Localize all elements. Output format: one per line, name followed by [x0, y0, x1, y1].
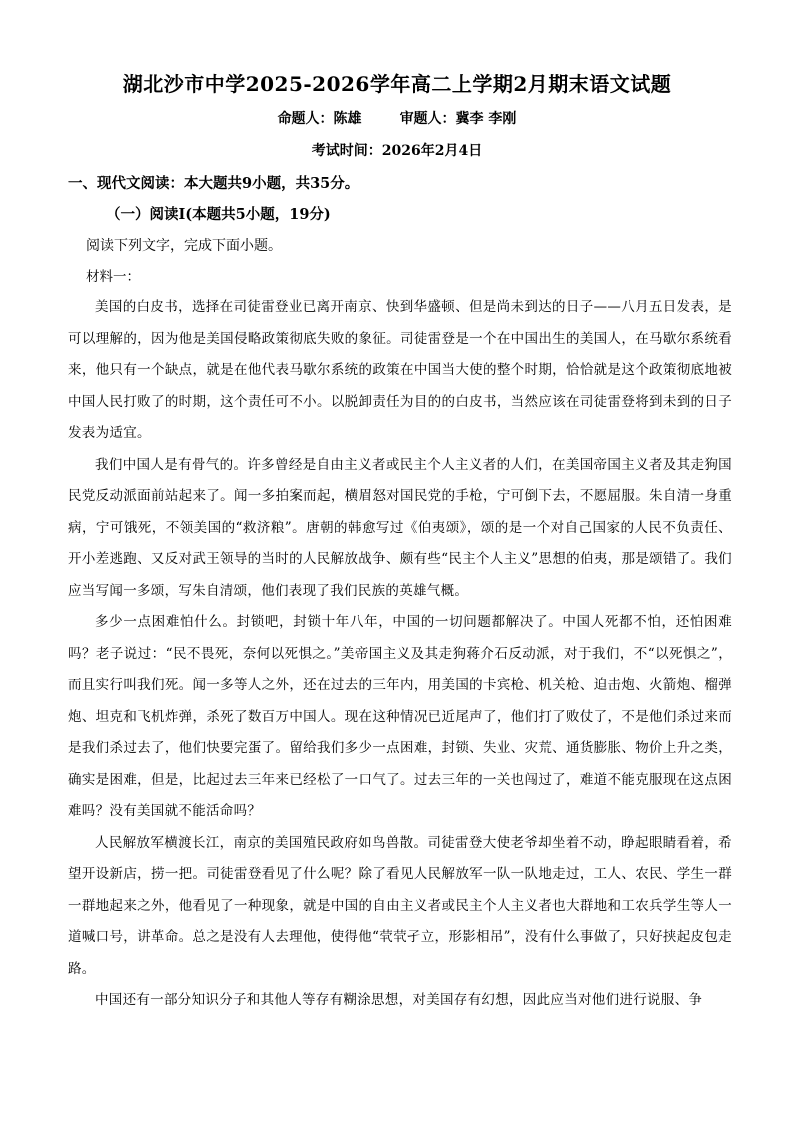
passage-paragraph: 中国还有一部分知识分子和其他人等存有糊涂思想，对美国存有幻想，因此应当对他们进行说服、争 — [95, 992, 703, 1008]
setter-label: 命题人：陈雄 — [277, 111, 362, 127]
material-label: 材料一： — [86, 269, 140, 285]
reviewer-label: 审题人：冀李 李刚 — [399, 111, 517, 127]
section-heading: 一、现代文阅读：本大题共9小题，共35分。 — [68, 175, 360, 192]
author-line — [0, 108, 794, 128]
passage-paragraph: 多少一点困难怕什么。封锁吧，封锁十年八年，中国的一切问题都解决了。中国人死都不怕，还怕困难吗？老子说过：“民不畏死，奈何以死惧之。”美帝国主义及其走狗蒋介石反动派，对于我们，不“以死惧之”，而且实行叫我们死。闻一多等人之外，还在过去的三年内，用美国的卡宾枪、机关枪、迫击炮、火箭炮、榴弹炮、坦克和飞机炸弹，杀死了数百万中国人。现在这种情况已近尾声了，他们打了败仗了，不是他们杀过来而是我们杀过去了，他们快要完蛋了。留给我们多少一点困难，封锁、失业、灾荒、通货膨胀、物价上升之类，确实是困难，但是，比起过去三年来已经松了一口气了。过去三年的一关也闯过了，难道不能克服现在这点困难吗？没有美国就不能活命吗？ — [68, 614, 732, 819]
passage-paragraph: 美国的白皮书，选择在司徒雷登业已离开南京、快到华盛顿、但是尚未到达的日子——八月五日发表，是可以理解的，因为他是美国侵略政策彻底失败的象征。司徒雷登是一个在中国出生的美国人，在马歇尔系统看来，他只有一个缺点，就是在他代表马歇尔系统的政策在中国当大使的整个时期，恰恰就是这个政策彻底地被中国人民打败了的时期，这个责任可不小。以脱卸责任为目的的白皮书，当然应该在司徒雷登将到未到的日子发表为适宜。 — [68, 299, 732, 441]
subsection-heading: （一）阅读Ⅰ(本题共5小题，19分) — [106, 206, 331, 223]
passage-paragraph: 我们中国人是有骨气的。许多曾经是自由主义者或民主个人主义者的人们，在美国帝国主义者及其走狗国民党反动派面前站起来了。闻一多拍案而起，横眉怒对国民党的手枪，宁可倒下去，不愿屈服。朱自清一身重病，宁可饿死，不领美国的“救济粮”。唐朝的韩愈写过《伯夷颂》，颂的是一个对自己国家的人民不负责任、开小差逃跑、又反对武王领导的当时的人民解放战争、颇有些“民主个人主义”思想的伯夷，那是颂错了。我们应当写闻一多颂，写朱自清颂，他们表现了我们民族的英雄气概。 — [68, 456, 732, 599]
exam-title: 湖北沙市中学2025-2026学年高二上学期2月期末语文试题 — [122, 72, 672, 96]
passage-paragraph: 人民解放军横渡长江，南京的美国殖民政府如鸟兽散。司徒雷登大使老爷却坐着不动，睁起眼睛看着，希望开设新店，捞一把。司徒雷登看见了什么呢？除了看见人民解放军一队一队地走过，工人、农民、学生一群一群地起来之外，他看见了一种现象，就是中国的自由主义者或民主个人主义者也大群地和工农兵学生等人一道喊口号，讲革命。总之是没有人去理他，使得他“茕茕孑立，形影相吊”，没有什么事做了，只好挟起皮包走路。 — [68, 834, 732, 977]
passage-body — [68, 292, 732, 1017]
reading-instruction: 阅读下列文字，完成下面小题。 — [86, 238, 282, 254]
exam-time: 考试时间：2026年2月4日 — [311, 143, 483, 159]
